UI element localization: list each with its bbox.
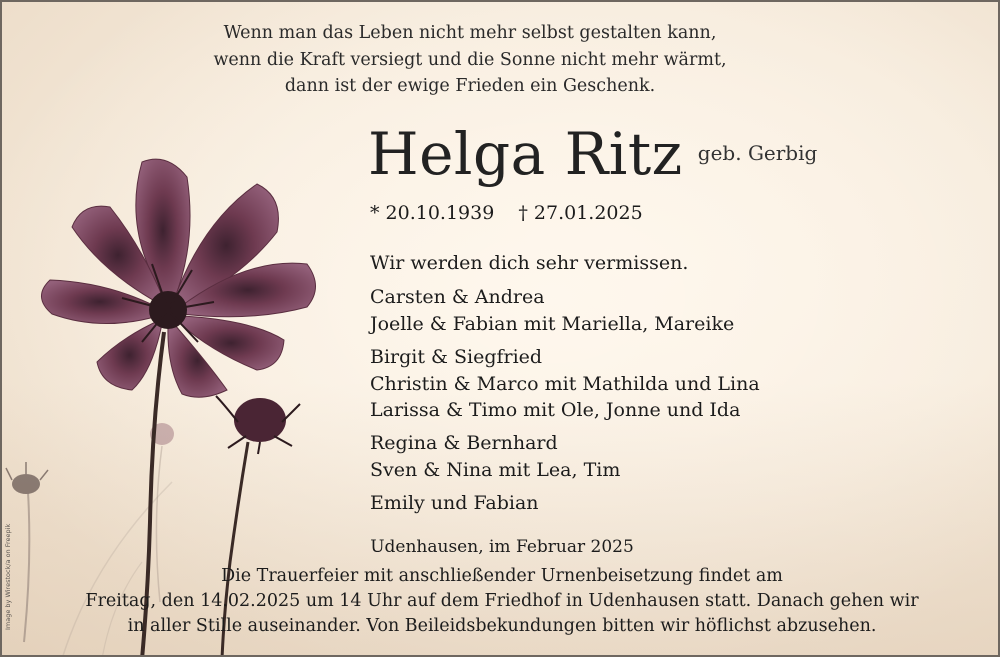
mourner-line: Birgit & Siegfried bbox=[370, 346, 543, 368]
birth-date: * 20.10.1939 bbox=[370, 202, 495, 224]
notice-line-2: Freitag, den 14.02.2025 um 14 Uhr auf dem Friedhof in Udenhausen statt. Danach gehen wir bbox=[85, 591, 919, 611]
poem-line-3: dann ist der ewige Frieden ein Geschenk. bbox=[284, 76, 656, 96]
deceased-name: Helga Ritz bbox=[368, 120, 683, 188]
mourner-group-1 bbox=[370, 284, 734, 337]
mourner-line: Carsten & Andrea bbox=[370, 286, 545, 308]
funeral-notice bbox=[2, 564, 1000, 639]
death-date: † 27.01.2025 bbox=[518, 202, 643, 224]
farewell-intro bbox=[370, 250, 688, 277]
flower-bud bbox=[216, 396, 300, 454]
notice-line-3: in aller Stille auseinander. Von Beileidsbekundungen bitten wir höflichst abzusehen. bbox=[127, 616, 877, 636]
main-flower bbox=[41, 159, 315, 397]
mourner-group-2 bbox=[370, 344, 760, 424]
maiden-name: geb. Gerbig bbox=[697, 141, 818, 165]
life-dates bbox=[370, 202, 661, 224]
mourner-group-4 bbox=[370, 490, 539, 517]
place-and-date bbox=[2, 537, 1000, 557]
mourner-group-3 bbox=[370, 430, 620, 483]
poem-line-2: wenn die Kraft versiegt und die Sonne nicht mehr wärmt, bbox=[213, 49, 727, 70]
mourner-line: Emily und Fabian bbox=[370, 492, 539, 514]
mourner-line: Sven & Nina mit Lea, Tim bbox=[370, 458, 621, 481]
poem bbox=[2, 20, 938, 100]
deceased-name-line bbox=[368, 120, 817, 188]
poem-line-1: Wenn man das Leben nicht mehr selbst gestalten kann, bbox=[223, 23, 717, 43]
mourner-line: Larissa & Timo mit Ole, Jonne und Ida bbox=[370, 399, 741, 421]
mourner-line: Christin & Marco mit Mathilda und Lina bbox=[370, 372, 760, 395]
image-credit: Image by Wirestock/a on Freepik bbox=[4, 523, 12, 630]
place-date-text: Udenhausen, im Februar 2025 bbox=[370, 537, 634, 557]
mourner-line: Regina & Bernhard bbox=[370, 432, 558, 454]
mourner-line: Joelle & Fabian mit Mariella, Mareike bbox=[370, 312, 735, 335]
intro-line: Wir werden dich sehr vermissen. bbox=[370, 252, 689, 274]
notice-line-1: Die Trauerfeier mit anschließender Urnenbeisetzung findet am bbox=[221, 566, 783, 586]
